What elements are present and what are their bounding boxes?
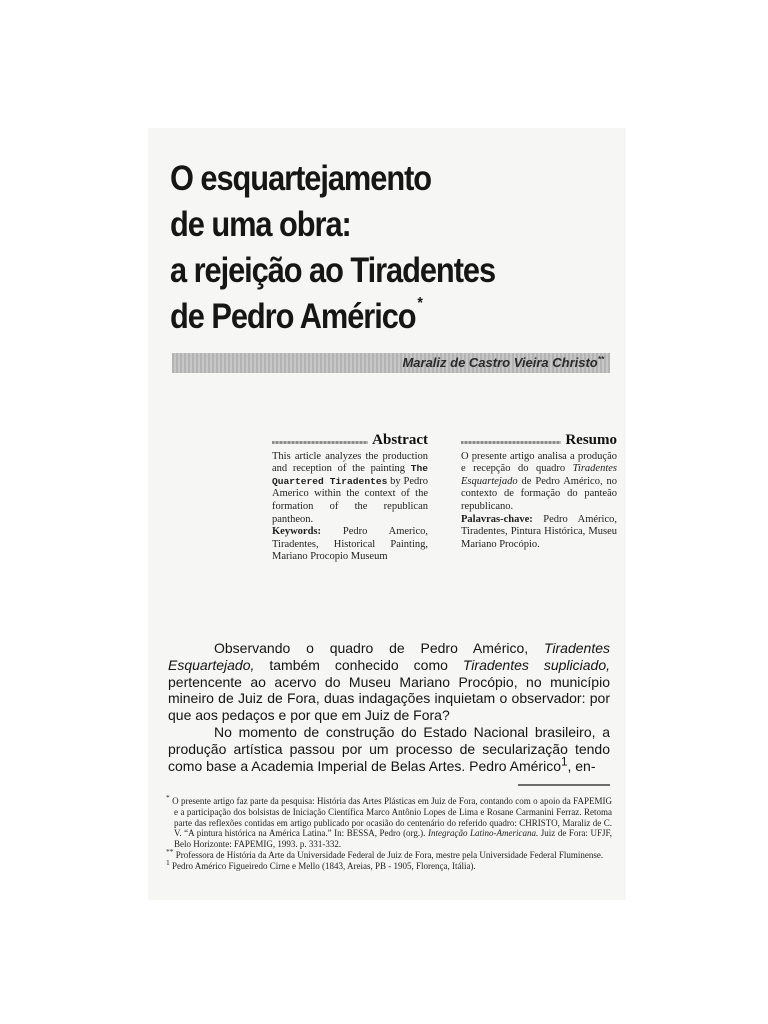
body-paragraph-2 bbox=[168, 724, 610, 774]
footnote-3-text: Pedro Américo Figueiredo Cirne e Mello (1843, Areias, PB - 1905, Florença, Itália). bbox=[169, 860, 476, 871]
footnote-2 bbox=[166, 846, 612, 861]
title-footnote-marker: * bbox=[417, 295, 422, 312]
author-banner bbox=[172, 353, 610, 373]
body-p1-b: também conhecido como bbox=[254, 656, 463, 673]
resumo-text bbox=[461, 451, 617, 514]
title-line-3: a rejeição ao Tiradentes bbox=[170, 251, 496, 290]
footnote-1 bbox=[166, 793, 612, 850]
abstract-text bbox=[272, 451, 428, 527]
title-line-4-text: de Pedro Américo bbox=[170, 297, 416, 336]
footnote-1-text-b: Juiz de Fora: UFJF, Belo Horizonte: FAPEMIG, 1993. p. 331-332. bbox=[174, 828, 612, 850]
body-p2-a: No momento de construção do Estado Nacional brasileiro, a produção artística passou por um processo de secularização tendo como base a Academia Imperial de Belas Artes. Pedro Américo bbox=[168, 723, 610, 774]
title-line-1: O esquartejamento bbox=[170, 159, 432, 198]
resumo-keywords bbox=[461, 514, 617, 552]
abstract-heading: Abstract bbox=[372, 432, 428, 448]
keywords-text: Pedro Americo, Tiradentes, Historical Painting, Mariano Procopio Museum bbox=[272, 526, 428, 563]
footnote-2-text: Professora de História da Arte da Universidade Federal de Juiz de Fora, mestre pela Universidade Federal Fluminense. bbox=[173, 849, 604, 860]
abstract-column bbox=[272, 434, 428, 564]
article-body bbox=[168, 640, 610, 774]
palavras-chave-label: Palavras-chave: bbox=[461, 513, 533, 525]
keywords-label: Keywords: bbox=[272, 526, 321, 538]
footnote-3-marker: 1 bbox=[166, 857, 170, 867]
title-line-2: de uma obra: bbox=[170, 205, 351, 244]
resumo-text-2: de Pedro Américo, no contexto de formação do panteão republicano. bbox=[461, 475, 617, 512]
footnote-1-marker: * bbox=[166, 793, 170, 802]
author-name bbox=[402, 355, 604, 370]
resumo-heading: Resumo bbox=[565, 432, 617, 448]
body-footnote-ref: 1 bbox=[560, 754, 568, 768]
footnote-divider bbox=[518, 784, 610, 786]
resumo-work-title: Tiradentes Esquartejado bbox=[461, 463, 617, 487]
footnotes bbox=[166, 793, 612, 872]
body-p2-b: , en- bbox=[567, 757, 596, 774]
footnote-3 bbox=[166, 857, 612, 872]
body-p1-work-2: Tiradentes supliciado, bbox=[462, 656, 611, 673]
abstract-text-1: This article analyzes the production and reception of the painting bbox=[272, 450, 428, 475]
body-paragraph-1 bbox=[168, 640, 610, 724]
resumo-rule bbox=[461, 441, 561, 444]
title-line-4 bbox=[170, 294, 540, 340]
footnote-1-book-title: Integração Latino-Americana. bbox=[427, 828, 539, 839]
author-footnote-marker: ** bbox=[597, 355, 604, 364]
resumo-text-1: O presente artigo analisa a produção e recepção do quadro bbox=[461, 450, 617, 475]
author-name-text: Maraliz de Castro Vieira Christo bbox=[402, 355, 598, 370]
resumo-header bbox=[461, 434, 617, 447]
footnote-2-marker: ** bbox=[166, 846, 174, 856]
resumo-column bbox=[461, 434, 617, 551]
abstract-work-title: The Quartered Tiradentes bbox=[272, 463, 428, 487]
abstract-text-2: by Pedro Americo within the context of the formation of the republican pantheon. bbox=[272, 475, 428, 525]
abstract-rule bbox=[272, 441, 368, 444]
article-title bbox=[170, 156, 540, 340]
abstract-header bbox=[272, 434, 428, 447]
footnote-1-text-a: O presente artigo faz parte da pesquisa: História das Artes Plásticas em Juiz de Fora, contando com o apoio da FAPEMIG e a participação dos bolsistas de Iniciação Científica Marco Antônio Lopes de Lima e Rosane Carmanini Ferraz. Retoma parte das reflexões contidas em artigo publicado por ocasião do centenário do referido quadro: CHRISTO, Maraliz de C. V. “A pintura histórica na América Latina.” In: BESSA, Pedro (org.). bbox=[169, 796, 612, 839]
body-p1-c: pertencente ao acervo do Museu Mariano Procópio, no município mineiro de Juiz de Fora, duas indagações inquietam o observador: por que aos pedaços e por que em Juiz de Fora? bbox=[168, 673, 610, 724]
body-p1-a: Observando o quadro de Pedro Américo, bbox=[214, 640, 544, 656]
abstract-keywords bbox=[272, 526, 428, 564]
palavras-chave-text: Pedro Américo, Tiradentes, Pintura Histórica, Museu Mariano Procópio. bbox=[461, 513, 617, 550]
body-p1-work-1: Tiradentes Esquartejado, bbox=[168, 640, 610, 673]
